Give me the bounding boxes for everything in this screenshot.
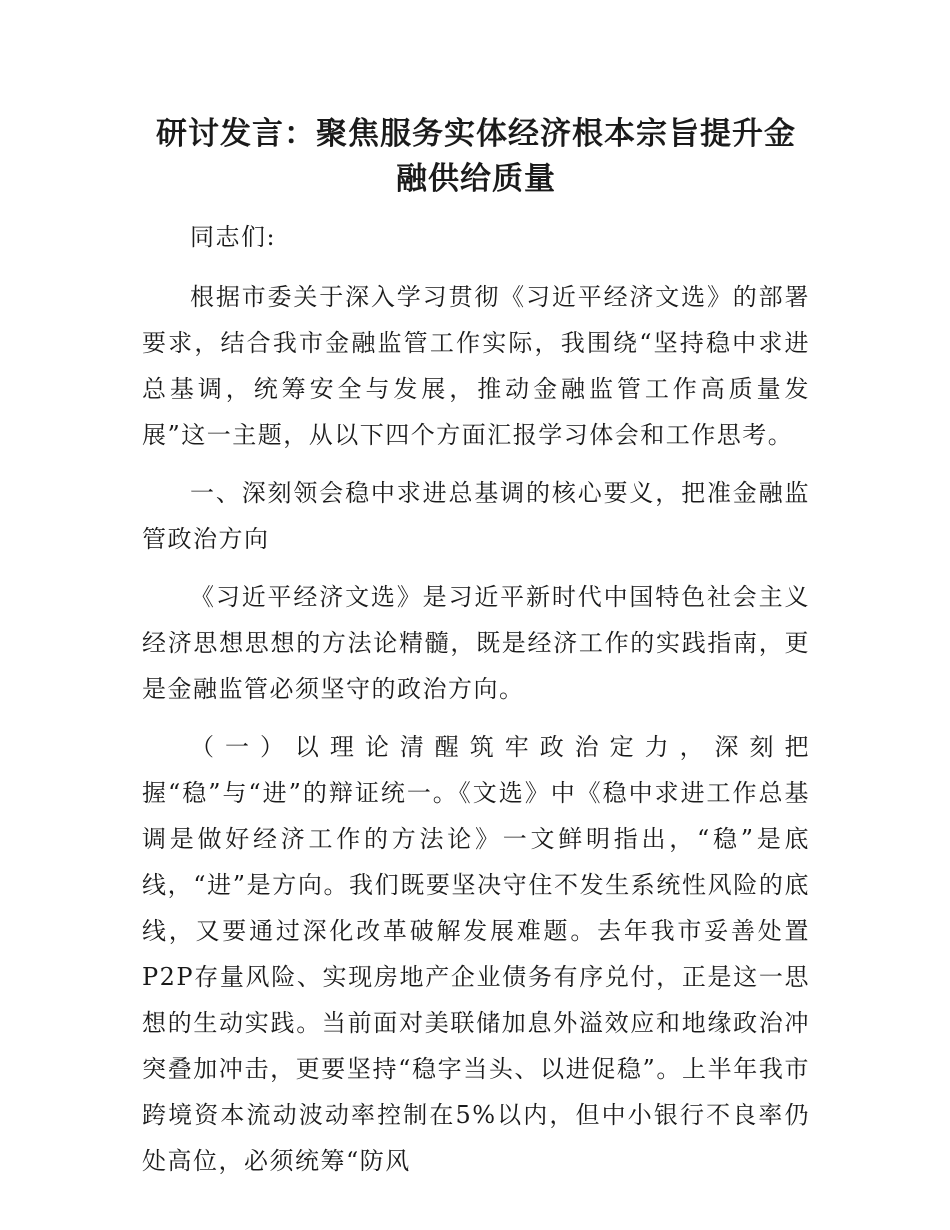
document-title: 研讨发言：聚焦服务实体经济根本宗旨提升金融供给质量 (156, 116, 796, 197)
document-page (142, 112, 810, 1196)
section-heading-1: 一、深刻领会稳中求进总基调的核心要义，把准金融监管政治方向 (142, 479, 810, 553)
paragraph-subsection-1: （一）以理论清醒筑牢政治定力，深刻把握“稳”与“进”的辩证统一。《文选》中《稳中求进工作总基调是做好经济工作的方法论》一文鲜明指出，“稳”是底线，“进”是方向。我们既要坚决守住不发生系统性风险的底线，又要通过深化改革破解发展难题。去年我市妥善处置P2P存量风险、实现房地产企业债务有序兑付，正是这一思想的生动实践。当前面对美联储加息外溢效应和地缘政治冲突叠加冲击，更要坚持“稳字当头、以进促稳”。上半年我市跨境资本流动波动率控制在5%以内，但中小银行不良率仍处高位，必须统筹“防风 (142, 733, 810, 1175)
paragraph-section-1-intro: 《习近平经济文选》是习近平新时代中国特色社会主义经济思想思想的方法论精髓，既是经济工作的实践指南，更是金融监管必须坚守的政治方向。 (142, 583, 810, 703)
paragraph-intro: 根据市委关于深入学习贯彻《习近平经济文选》的部署要求，结合我市金融监管工作实际，我围绕“坚持稳中求进总基调，统筹安全与发展，推动金融监管工作高质量发展”这一主题，从以下四个方面汇报学习体会和工作思考。 (142, 283, 810, 449)
greeting: 同志们: (190, 223, 277, 251)
